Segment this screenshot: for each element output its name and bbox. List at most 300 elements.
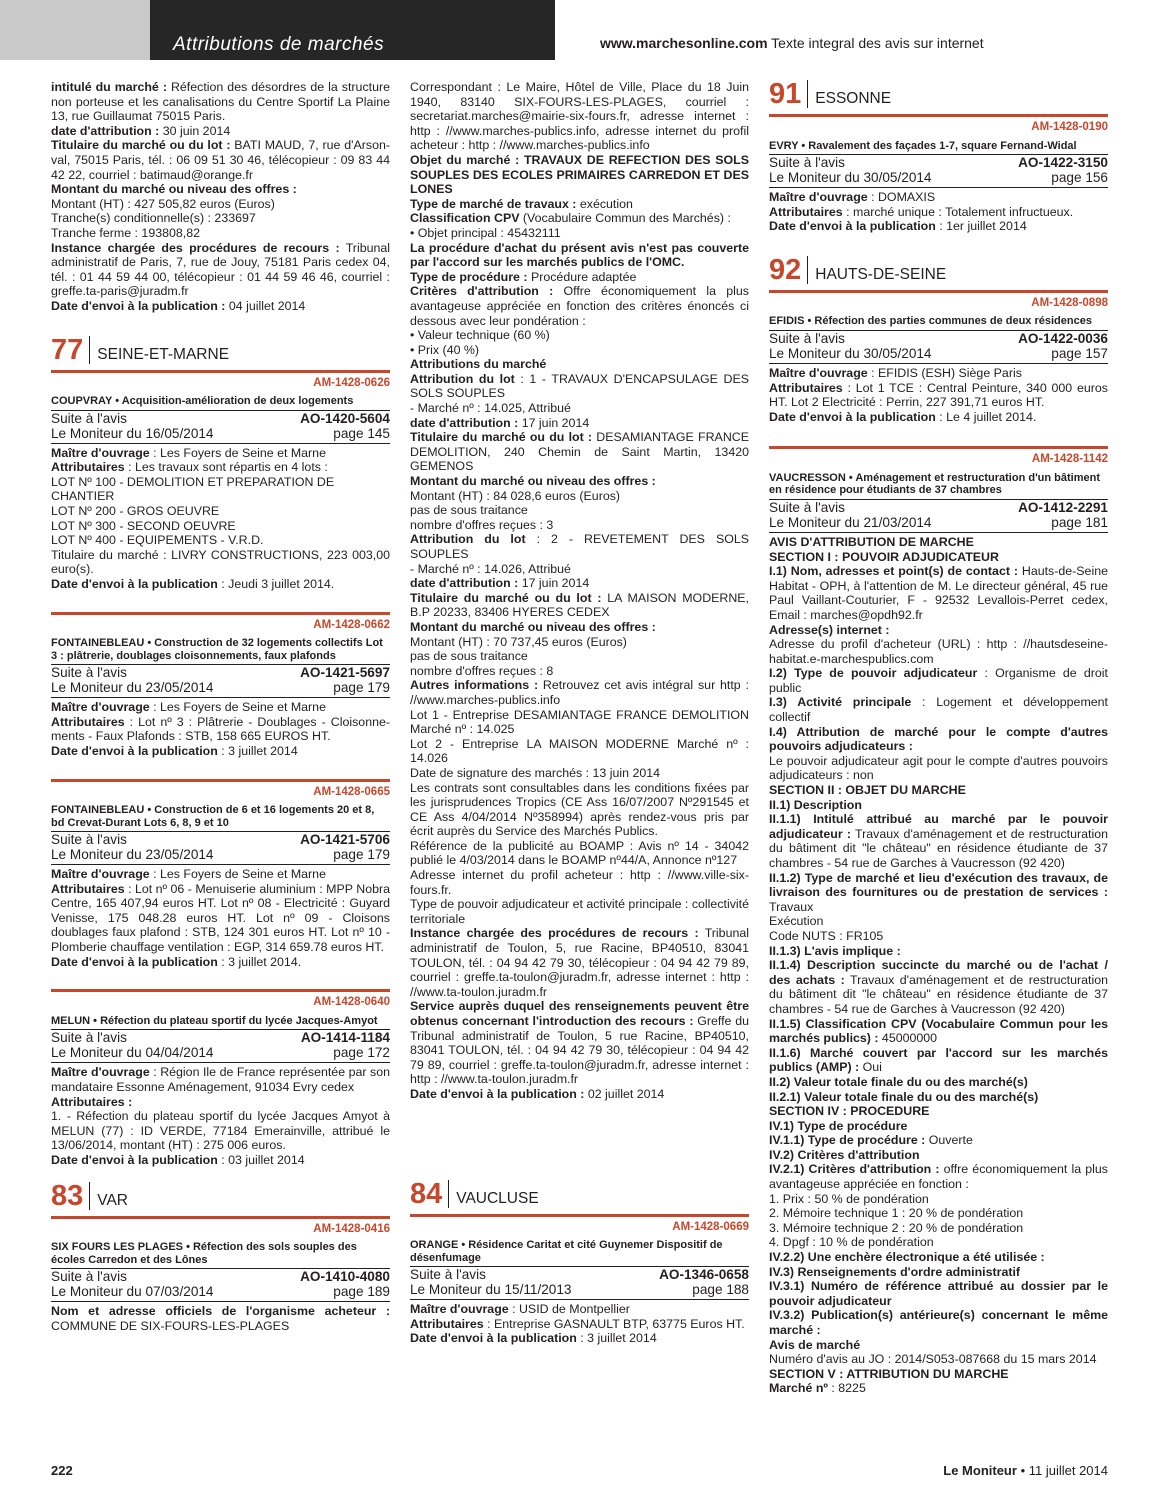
bold-label: II.1) Description [769,797,862,812]
text-run: Offre économiquement la plus avantageuse appréciée en fonction des critères énoncés ci dessous avec leur pondération : [410,284,749,328]
bold-label: Maître d'ouvrage [51,445,150,460]
notice-paris-continued [51,80,390,124]
text-run: AO-1421-5697 [300,665,390,681]
bold-label: Service auprès duquel des renseignements peuvent être obtenus concernant l'introduction des recours : [410,999,749,1028]
text-run: : 1 - TRAVAUX D'ENCAPSULAGE DES SOLS SOUPLES [410,371,750,401]
paragraph [410,1087,749,1102]
bold-label: date d'attribution : [51,123,160,138]
paragraph [769,1308,1108,1337]
text-run: Le Moniteur du 21/03/2014 [769,514,932,530]
paragraph [410,678,749,707]
bold-label: SECTION II : OBJET DU MARCHE [769,783,966,798]
paragraph [769,695,1108,724]
notice-title: FONTAINEBLEAU • Construction de 32 logements collectifs Lot 3 : plâtrerie, doublages cloisonnements, faux plafonds [51,637,390,665]
text-run: : Jeudi 3 juillet 2014. [217,576,335,591]
text-run: Travaux [769,899,814,914]
text-run: Suite à l'avis [769,155,845,171]
paragraph [769,1148,1108,1163]
text-run: Le Moniteur du 23/05/2014 [51,680,214,696]
notice-ref: AM-1428-0416 [313,1222,390,1235]
paragraph [410,474,749,489]
paragraph [769,1279,1108,1308]
text-run: Le Moniteur du 23/05/2014 [51,847,214,863]
notice-vaucresson [769,446,1108,1396]
text-run: page 189 [333,1284,390,1300]
text-run: Le Moniteur du 15/11/2013 [410,1282,572,1298]
paragraph: Adresse internet du profil acheteur : http : //www.ville-six-fours.fr. [410,868,749,897]
bold-label: Date d'envoi à la publication [51,743,218,758]
bold-label: II.2.1) Valeur totale finale du ou des marché(s) [769,1089,1039,1104]
paragraph [51,460,390,475]
paragraph [769,1162,1108,1191]
paragraph [410,1317,749,1332]
text-run: Le Moniteur du 16/05/2014 [51,425,214,441]
notice-ref: AM-1428-0662 [313,618,390,631]
divider [769,446,1108,449]
paragraph [410,430,749,474]
department-name: HAUTS-DE-SEINE [815,265,947,283]
paragraph [769,783,1108,798]
bold-label: Date d'envoi à la publication [51,576,218,591]
notice-title: MELUN • Réfection du plateau sportif du lycée Jacques-Amyot [51,1015,390,1031]
paragraph: Exécution [769,914,824,929]
notice-ref: AM-1428-0669 [672,1220,749,1233]
department-number: 83 [51,1182,90,1210]
paragraph: - Marché nº : 14.026, Attribué [410,561,571,576]
text-run: BATI MAUD, 7, rue d'Arson-val, 75015 Paris, tél. : 06 09 51 30 46, télécopieur : 09 83 44 42 22, courriel : batimaud@orange.fr [51,138,390,182]
bold-label: Titulaire du marché ou du lot : [410,590,602,605]
text-run: : Les Foyers de Seine et Marne [149,700,326,715]
paragraph: Référence de la publicité au BOAMP : Avis nº 14 - 34042 publié le 4/03/2014 dans le BOAMP nº44/A, Annonce nº127 [410,838,749,868]
bold-label: II.1.4) Description succincte du marché ou de l'achat / des achats : [769,958,1108,987]
paragraph: • Valeur technique (60 %) [410,328,550,343]
notice-ref: AM-1428-0898 [1031,296,1108,309]
bold-label: Autres informations : [410,678,539,693]
notice-ref: AM-1428-0665 [313,785,390,798]
paragraph: Les contrats sont consultables dans les conditions fixées par les jurisprudences Tropics (CE Ass 16/07/2007 Nº291545 et CE Ass 4/04/2014 Nº358994) après rendez-vous pris par écrit auprès du Service des Marchés Publics. [410,780,749,839]
header-grey-block [0,0,150,60]
bold-label: IV.1.1) Type de procédure : [769,1133,926,1148]
paragraph [51,867,390,882]
paragraph [410,372,749,401]
paragraph [769,871,1108,915]
bold-label: Adresse(s) internet : [769,622,890,637]
bold-label: SECTION I : POUVOIR ADJUDICATEUR [769,549,999,564]
bold-label: Maître d'ouvrage [769,365,868,380]
paragraph [769,190,1108,205]
paragraph [51,955,390,970]
bold-label: Attributaires [51,881,125,896]
text-run: Réfection des désordres de la structure non porteuse et les canalisations du Centre Sportif La Plaine 13, rue Guillaumat 75015 Paris. [51,80,390,124]
notice-source-row [51,411,390,426]
paragraph [769,1338,1108,1353]
bold-label: Critères d'attribution : [410,284,554,299]
paragraph: nombre d'offres reçues : 3 [410,517,554,532]
column-1 [51,80,390,1333]
paragraph: Type de pouvoir adjudicateur et activité principale : collectivité territoriale [410,897,749,926]
text-run: COMMUNE DE SIX-FOURS-LES-PLAGES [51,1318,290,1333]
paragraph: Montant (HT) : 84 028,6 euros (Euros) [410,488,621,503]
bold-label: Date d'envoi à la publication : [410,1086,585,1101]
bold-label: II.1.6) Marché couvert par l'accord sur les marchés publics (AMP) : [769,1045,1108,1075]
paragraph: Lot 2 - Entreprise LA MAISON MODERNE Marché nº : 14.026 [410,736,749,766]
paragraph [51,715,390,744]
bold-label: I.4) Attribution de marché pour le compte d'autres pouvoirs adjudicateurs : [769,724,1108,754]
bold-label: I.2) Type de pouvoir adjudicateur [769,666,978,681]
paragraph: 4. Dpgf : 10 % de pondération [769,1235,934,1250]
text-run: Ouverte [925,1133,973,1148]
text-run: 02 juillet 2014 [584,1086,665,1101]
paragraph: • Prix (40 %) [410,342,480,357]
department-header-84 [410,1177,749,1210]
bold-label: Maître d'ouvrage [410,1302,509,1317]
paragraph [769,666,1108,695]
text-run: Tribunal administratif de Toulon, 5, rue Racine, BP40510, 83041 TOULON, tél. : 04 94 42 79 30, télécopieur : 04 94 42 79 89, courriel : greffe.ta-toulon@juradm.fr, adresse internet : http : //www.ta-toulon.juradm.fr [410,926,749,999]
text-run: 45000000 [878,1031,938,1046]
text-run: : 03 juillet 2014 [217,1152,305,1167]
text-run: Procédure adaptée [527,269,637,284]
text-run: : USID de Montpellier [508,1302,630,1317]
text-run: page 156 [1051,170,1108,186]
bold-label: Avis de marché [769,1337,861,1352]
bold-label: Date d'envoi à la publication [769,219,936,234]
paragraph [410,1302,749,1317]
site-url[interactable]: www.marchesonline.com [600,35,768,51]
text-run: : 3 juillet 2014 [576,1331,657,1346]
paragraph: Date de signature des marchés : 13 juin 2014 [410,765,661,780]
paragraph [769,410,1108,425]
notice-fontainebleau-6-16 [51,779,390,970]
divider [51,612,390,615]
paragraph [769,1133,1108,1148]
department-number: 77 [51,336,90,364]
notice-ref: AM-1428-0626 [313,376,390,389]
department-header-77 [51,333,390,366]
text-run: : Lot 1 TCE : Central Peinture, 340 000 euros HT. Lot 2 Electricité : Perrin, 227 391,71 euros HT. [769,380,1108,410]
paragraph: pas de sous traitance [410,503,528,518]
bold-label: SECTION IV : PROCEDURE [769,1104,930,1119]
paragraph: Le pouvoir adjudicateur agit pour le compte d'autres pouvoirs adjudicateurs : non [769,753,1108,783]
paragraph [410,576,749,591]
bold-label: IV.3.1) Numéro de référence attribué au dossier par le pouvoir adjudicateur [769,1279,1108,1308]
paragraph [769,1265,1108,1280]
paragraph: 2. Mémoire technique 1 : 20 % de pondération [769,1206,1024,1221]
paragraph [769,219,1108,234]
text-run: 30 juin 2014 [162,123,231,138]
bold-label: Date d'envoi à la publication [51,1152,218,1167]
paragraph: Lot 1 - Entreprise DESAMIANTAGE FRANCE DEMOLITION Marché nº : 14.025 [410,707,749,737]
column-3 [769,80,1108,1396]
text-run: page 188 [692,1282,749,1298]
bold-label: II.1.5) Classification CPV (Vocabulaire Commun pour les marchés publics) : [769,1016,1108,1046]
department-name: VAR [97,1191,128,1209]
text-run: Le Moniteur du 30/05/2014 [769,345,932,361]
bold-label: Type de marché de travaux : [410,196,577,211]
paragraph [410,999,749,1087]
paragraph [410,284,749,328]
text-run: AO-1412-2291 [1018,499,1108,515]
bold-label: IV.2.2) Une enchère électronique a été utilisée : [769,1250,1045,1265]
bold-label: II.1.2) Type de marché et lieu d'exécution des travaux, de livraison des fournitures ou de prestation de services : [769,870,1108,900]
bold-label: I.1) Nom, adresses et point(s) de contact : [769,564,1018,579]
bold-label: Attribution du lot [410,371,515,386]
paragraph [769,958,1108,1016]
paragraph [410,620,749,635]
notice-ref: AM-1428-0190 [1031,121,1108,133]
paragraph [51,744,390,759]
divider [410,1214,749,1217]
paragraph: LOT Nº 300 - SECOND OEUVRE [51,518,236,533]
text-run: : Entreprise GASNAULT BTP, 63775 Euros HT. [483,1316,745,1331]
bold-label: II.1.3) L'avis implique : [769,943,901,958]
paragraph [51,446,390,461]
text-run: : EFIDIS (ESH) Siège Paris [867,365,1022,380]
paragraph [769,1090,1108,1105]
bold-label: Attributions du marché [410,357,547,372]
text-run: Suite à l'avis [51,665,127,681]
paragraph [769,205,1108,220]
bold-label: Nom et adresse officiels de l'organisme acheteur : [51,1304,390,1319]
section-title: Attributions de marchés [173,34,385,55]
text-run: page 181 [1051,514,1108,530]
text-run: AO-1421-5706 [300,832,390,848]
bold-label: La procédure d'achat du présent avis n'est pas couverte par l'accord sur les marchés publics de l'OMC. [410,240,749,270]
paragraph [769,550,1108,565]
text-run: Suite à l'avis [51,1030,127,1046]
bold-label: IV.2) Critères d'attribution [769,1147,920,1162]
text-run: : 2 - REVETEMENT DES SOLS SOUPLES [410,532,749,561]
bold-label: II.2) Valeur totale finale du ou des marché(s) [769,1074,1028,1089]
paragraph: LOT Nº 400 - EQUIPEMENTS - V.R.D. [51,533,264,548]
bold-label: IV.1) Type de procédure [769,1118,908,1133]
text-run: Suite à l'avis [410,1267,486,1283]
text-run: Tribunal administratif de Paris, 7, rue de Jouy, 75181 Paris cedex 04, tél. : 01 44 59 44 00, télécopieur : 01 44 59 46 46, courriel : greffe.ta-paris@juradm.fr [51,240,391,299]
bold-label: Attributaires : [51,1094,133,1109]
notice-title: VAUCRESSON • Aménagement et restructuration d'un bâtiment en résidence pour étudiants de 37 chambres [769,472,1108,500]
paragraph: LOT Nº 100 - DEMOLITION ET PREPARATION DE CHANTIER [51,474,335,504]
paragraph [769,1367,1108,1382]
notice-title: COUPVRAY • Acquisition-amélioration de deux logements [51,395,390,411]
bold-label: Maître d'ouvrage [769,190,868,205]
paragraph [410,153,749,197]
text-run: : Lot nº 06 - Menuiserie aluminium : MPP Nobra Centre, 165 407,94 euros HT. Lot nº 08 - Electricité : Guyard Venisse, 175 048.28 euros HT. Lot nº 09 - Cloisons doublages faux plafond : STB, 124 301 euros HT. Lot nº 10 - Plomberie chauffage ventilation : EGP, 314 659.78 euros HT. [51,881,390,955]
paragraph: 1. - Réfection du plateau sportif du lycée Jacques Amyot à MELUN (77) : ID VERDE, 77184 Emerainville, attribué le 13/06/2014, montant (HT) : 275 006 euros. [51,1109,390,1153]
text-run: Suite à l'avis [769,499,845,515]
bold-label: Type de procédure : [410,269,528,284]
notice-title: FONTAINEBLEAU • Construction de 6 et 16 logements 20 et 8, bd Crevat-Durant Lots 6, 8, 9 et 10 [51,804,390,832]
text-run: : Le 4 juillet 2014. [935,409,1037,424]
text-run: AO-1422-3150 [1018,155,1108,171]
bold-label: Instance chargée des procédures de recours : [51,240,340,255]
bold-label: Maître d'ouvrage [51,867,150,882]
divider [769,114,1108,117]
bold-label: Titulaire du marché ou du lot : [410,430,593,445]
text-run: page 179 [333,680,390,696]
bold-label: AVIS D'ATTRIBUTION DE MARCHE [769,534,974,549]
bold-label: Montant du marché ou niveau des offres : [410,619,656,634]
paragraph: Titulaire du marché : LIVRY CONSTRUCTIONS, 223 003,00 euro(s). [51,547,390,577]
text-run: DESAMIANTAGE FRANCE DEMOLITION, 240 Chemin de Saint Martin, 13420 GEMENOS [410,430,749,474]
paragraph: nombre d'offres reçues : 8 [410,663,554,678]
text-run: : 8225 [827,1381,866,1396]
department-number: 92 [769,256,808,284]
text-run: AO-1422-0036 [1018,330,1108,346]
notice-title: EVRY • Ravalement des façades 1-7, square Fernand-Widal [769,140,1108,156]
paragraph [769,725,1108,754]
paragraph [769,798,1108,813]
paragraph: LOT Nº 200 - GROS OEUVRE [51,503,220,518]
paragraph [410,270,749,285]
bold-label: Date d'envoi à la publication [410,1331,577,1346]
text-run: Suite à l'avis [51,1269,127,1285]
text-run: page 157 [1051,345,1108,361]
text-run: : DOMAXIS [867,190,936,205]
paragraph [51,138,390,182]
paragraph [769,1075,1108,1090]
bold-label: Attributaires [51,714,125,729]
bold-label: Attributaires [769,380,843,395]
divider [51,370,390,373]
notice-title: EFIDIS • Réfection des parties communes de deux résidences [769,315,1108,331]
text-run: Hauts-de-Seine Habitat - OPH, à l'attention de M. Le directeur général, 45 rue Paul Vaillant-Couturier, F - 92532 Levallois-Perret cedex, Email : marches@opdh92.fr [769,564,1108,622]
text-run: : Lot nº 3 : Plâtrerie - Doublages - Cloisonne-ments - Faux Plafonds : STB, 158 665 EUROS HT. [51,714,390,744]
paragraph [769,1046,1108,1075]
text-run: : Organisme de droit public [769,666,1108,695]
text-run: Oui [859,1060,882,1075]
bold-label: date d'attribution : [410,415,519,430]
paragraph [769,535,1108,550]
bold-label: Titulaire du marché ou du lot : [51,138,231,153]
text-run: : 1er juillet 2014 [935,219,1027,234]
paragraph [51,299,390,314]
paragraph [51,182,390,197]
paragraph [410,532,749,561]
paragraph: 1. Prix : 50 % de pondération [769,1191,929,1206]
text-run: Le Moniteur du 07/03/2014 [51,1284,214,1300]
paragraph: Correspondant : Le Maire, Hôtel de Ville, Place du 18 Juin 1940, 83140 SIX-FOURS-LES-PLAGES, courriel : secretariat.marches@mairie-six-fours.fr, adresse internet : http : //www.marches-publics.info, adresse internet du profil acheteur : http : //www.marches-publics.info [410,80,749,153]
department-name: ESSONNE [815,90,892,107]
bold-label: Objet du marché : TRAVAUX DE REFECTION DES SOLS SOUPLES DES ECOLES PRIMAIRES CARREDON ET DES LONES [410,152,749,197]
paragraph: - Marché nº : 14.025, Attribué [410,401,571,416]
paragraph [769,1017,1108,1046]
paragraph [51,1304,390,1333]
text-run: : marché unique : Totalement infructueux. [842,204,1074,219]
paragraph [51,1095,390,1110]
text-run: Le Moniteur du 30/05/2014 [769,170,932,186]
paragraph: Tranche ferme : 193808,82 [51,225,201,240]
department-header-83 [51,1179,390,1212]
paragraph [410,357,749,372]
column-2 [410,80,749,1346]
bold-label: I.3) Activité principale [769,695,912,710]
paragraph [51,700,390,715]
bold-label: Attributaires [769,204,843,219]
bold-label: Maître d'ouvrage [51,700,150,715]
bold-label: date d'attribution : [410,576,519,591]
paragraph: • Objet principal : 45432111 [410,225,561,240]
text-run: Suite à l'avis [51,832,127,848]
paragraph [769,944,1108,959]
notice-melun [51,989,390,1167]
text-run: exécution [576,196,633,211]
bold-label: Classification CPV [410,211,520,226]
text-run: Greffe du Tribunal administratif de Toulon, 5 rue Racine, BP40510, 83041 TOULON, tél. : 04 94 42 79 30, télécopieur : 04 94 42 79 89, courriel : greffe.ta-toulon@juradm.fr, adresse internet : http : //www.ta-toulon.juradm.fr [410,1014,749,1087]
text-run: 17 juin 2014 [518,576,590,591]
divider [51,779,390,782]
text-run: page 179 [333,847,390,863]
paragraph [51,124,390,139]
text-run: Suite à l'avis [769,330,845,346]
bold-label: Date d'envoi à la publication [51,954,218,969]
text-run: page 172 [333,1045,390,1061]
text-run: : 3 juillet 2014. [217,954,302,969]
paragraph [769,1250,1108,1265]
text-run: Le Moniteur du 04/04/2014 [51,1045,214,1061]
text-run: : Région Ile de France représentée par son mandataire Essonne Aménagement, 91034 Evry cedex [51,1065,390,1094]
text-run: AO-1410-4080 [300,1269,390,1285]
department-number: 91 [769,80,808,108]
notice-title: ORANGE • Résidence Caritat et cité Guynemer Dispositif de désenfumage [410,1239,749,1267]
bold-label: Attributaires [410,1316,484,1331]
text-run: Travaux d'aménagement et de restructuration du bâtiment dit "le château" en résidence étudiante de 37 chambres - 54 rue de Garches à Vaucresson (92 420) [769,826,1108,870]
paragraph: Adresse du profil d'acheteur (URL) : http : //hautsdeseine-habitat.e-marchespublics.com [769,637,1108,666]
bold-label: II.1.1) Intitulé attribué au marché par le pouvoir adjudicateur : [769,812,1108,841]
text-run: : Les Foyers de Seine et Marne [149,445,326,460]
text-run: : Les travaux sont répartis en 4 lots : [124,460,328,475]
paragraph [769,381,1108,410]
text-run: : Les Foyers de Seine et Marne [149,867,326,882]
text-run: AO-1346-0658 [659,1267,749,1283]
paragraph: pas de sous traitance [410,649,528,664]
notice-ref: AM-1428-1142 [1031,453,1108,466]
divider [51,989,390,992]
department-name: SEINE-ET-MARNE [97,345,230,363]
bold-label: Montant du marché ou niveau des offres : [410,474,656,489]
paragraph [769,1381,1108,1396]
paragraph: Montant (HT) : 70 737,45 euros (Euros) [410,634,627,649]
paragraph [769,564,1108,622]
department-number: 84 [410,1180,449,1208]
text-run: AO-1414-1184 [300,1030,390,1046]
paragraph [51,1065,390,1094]
bold-label: Montant du marché ou niveau des offres : [51,182,297,197]
text-run: : 3 juillet 2014 [217,743,298,758]
paragraph [769,1104,1108,1119]
paragraph [410,591,749,620]
bold-label: intitulé du marché : [51,80,167,94]
paragraph [51,882,390,955]
paragraph: Code NUTS : FR105 [769,928,884,943]
notice-ref: AM-1428-0640 [313,996,390,1009]
paragraph [51,241,390,299]
divider [51,1216,390,1219]
paragraph [51,577,390,592]
paragraph: Montant (HT) : 427 505,82 euros (Euros) [51,196,275,211]
notice-title: SIX FOURS LES PLAGES • Réfection des sols souples des écoles Carredon et des Lônes [51,1241,390,1269]
text-run: 04 juillet 2014 [228,298,306,313]
footer-publication: Le Moniteur • 11 juillet 2014 [943,1463,1108,1478]
bold-label: IV.2.1) Critères d'attribution : [769,1162,940,1177]
bold-label: SECTION V : ATTRIBUTION DU MARCHE [769,1366,1009,1381]
bold-label: IV.3) Renseignements d'ordre administratif [769,1264,1021,1279]
text-run: (Vocabulaire Commun des Marchés) : [519,211,731,226]
paragraph [769,623,1108,638]
bold-label: IV.3.2) Publication(s) antérieure(s) concernant le même marché : [769,1308,1108,1337]
paragraph [410,241,749,270]
text-run: Travaux d'aménagement et de restructuration du bâtiment dit "le château" en résidence étudiante de 37 chambres - 54 rue de Garches à Vaucresson (92 420) [769,972,1109,1016]
bold-label: Attributaires [51,460,125,475]
text-run: offre économiquement la plus avantageuse appréciée en fonction : [769,1162,1108,1192]
